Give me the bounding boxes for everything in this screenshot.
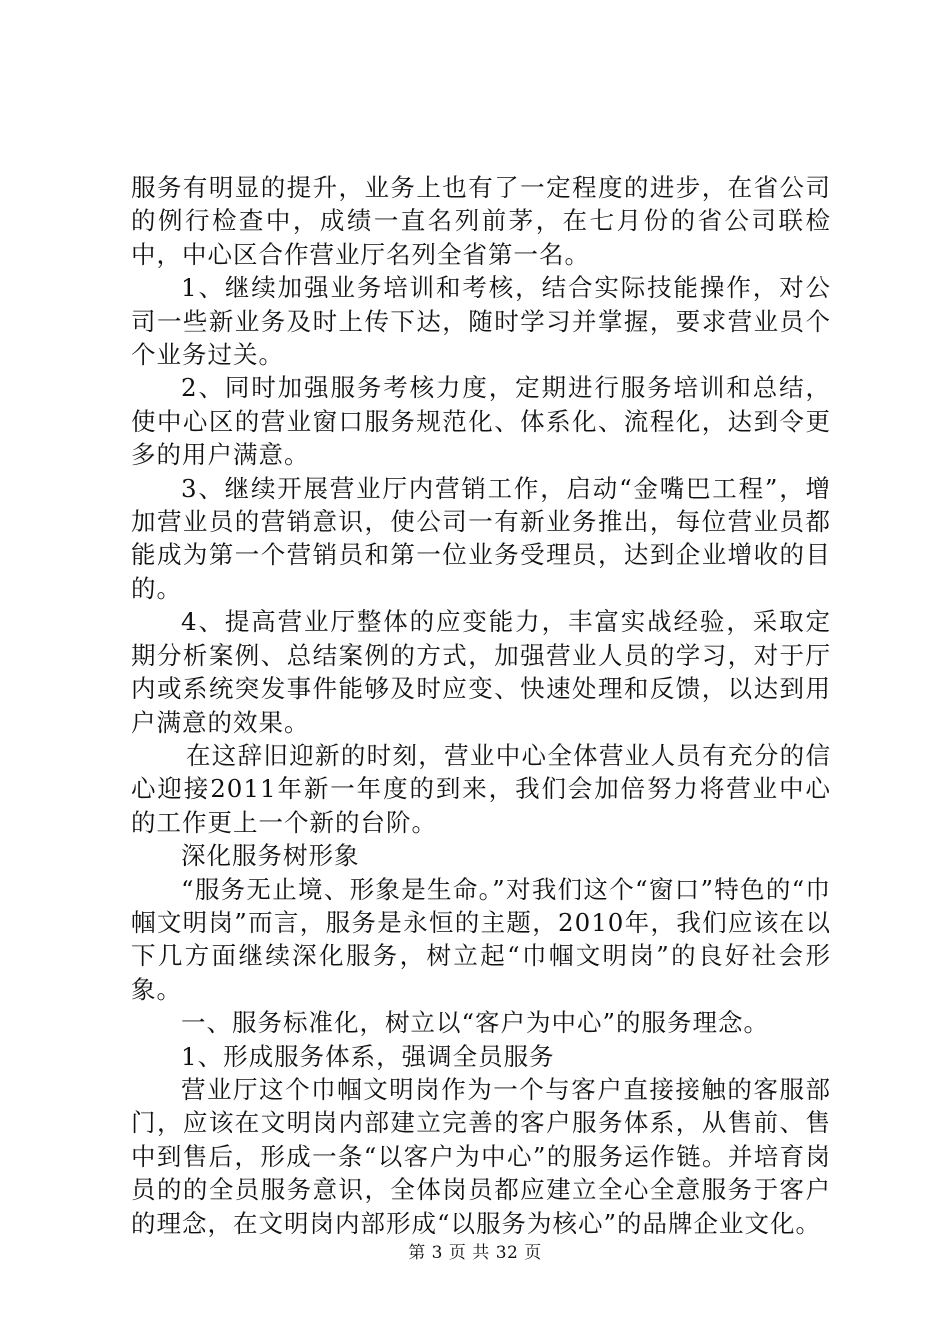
paragraph-item-1: 1、继续加强业务培训和考核，结合实际技能操作，对公司一些新业务及时上传下达，随时学习并掌握，要求营业员个个业务过关。 [131, 273, 831, 370]
paragraph-continuation: 服务有明显的提升，业务上也有了一定程度的进步，在省公司的例行检查中，成绩一直名列前茅，在七月份的省公司联检中，中心区合作营业厅名列全省第一名。 [131, 173, 831, 269]
paragraph-item-4: 4、提高营业厅整体的应变能力，丰富实战经验，采取定期分析案例、总结案例的方式，加强营业人员的学习，对于厅内或系统突发事件能够及时应变、快速处理和反馈，以达到用户满意的效果。 [131, 607, 831, 737]
paragraph-closing: 在这辞旧迎新的时刻，营业中心全体营业人员有充分的信心迎接2011年新一年度的到来，我们会加倍努力将营业中心的工作更上一个新的台阶。 [131, 740, 831, 837]
subheading-1: 一、服务标准化，树立以“客户为中心”的服务理念。 [181, 1008, 770, 1038]
paragraph-intro: “服务无止境、形象是生命。”对我们这个“窗口”特色的“巾帼文明岗”而言，服务是永恒的主题，2010年，我们应该在以下几方面继续深化服务，树立起“巾帼文明岗”的良好社会形象。 [131, 874, 831, 1004]
section-heading: 深化服务树形象 [181, 841, 360, 871]
paragraph-service-system: 营业厅这个巾帼文明岗作为一个与客户直接接触的客服部门，应该在文明岗内部建立完善的客户服务体系，从售前、售中到售后，形成一条“以客户为中心”的服务运作链。并培育岗员的的全员服务意识，全体岗员都应建立全心全意服务于客户的理念，在文明岗内部形成“以服务为核心”的品牌企业文化。 [131, 1074, 831, 1238]
paragraph-item-2: 2、同时加强服务考核力度，定期进行服务培训和总结，使中心区的营业窗口服务规范化、体系化、流程化，达到令更多的用户满意。 [131, 373, 831, 470]
paragraph-item-3: 3、继续开展营业厅内营销工作，启动“金嘴巴工程”，增加营业员的营销意识，使公司一有新业务推出，每位营业员都能成为第一个营销员和第一位业务受理员，达到企业增收的目的。 [131, 473, 831, 603]
document-body [131, 171, 831, 1240]
page-number-footer: 第 3 页 共 32 页 [408, 1243, 542, 1263]
subheading-1-1: 1、形成服务体系，强调全员服务 [181, 1041, 555, 1071]
